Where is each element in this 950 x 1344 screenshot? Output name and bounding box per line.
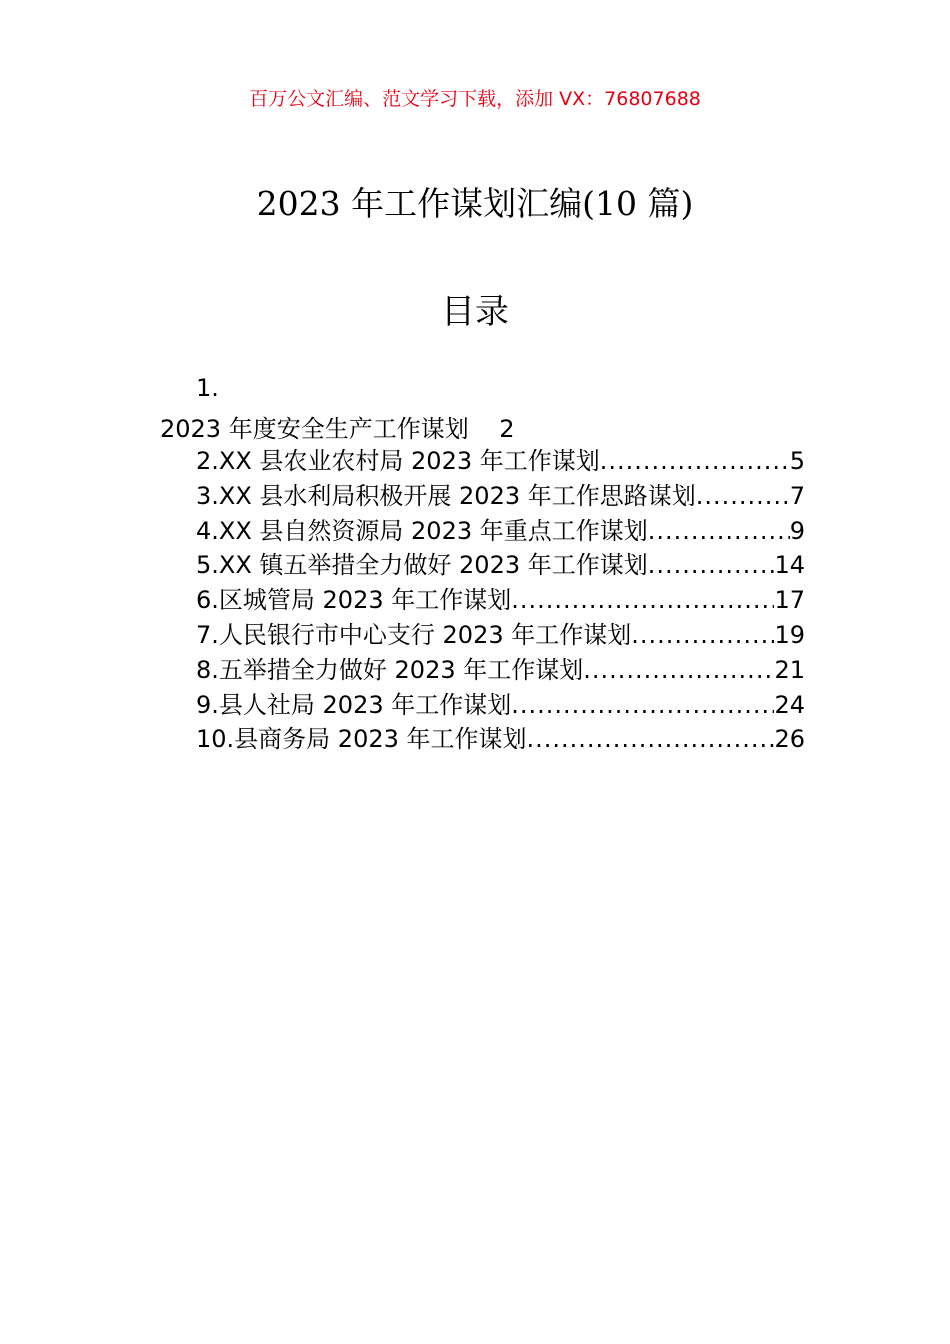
toc-item-text: 10.县商务局 2023 年工作谋划 bbox=[196, 725, 527, 754]
toc-item[interactable] bbox=[196, 479, 805, 514]
toc-list bbox=[196, 444, 805, 757]
toc-item[interactable] bbox=[196, 583, 805, 618]
toc-item-text: 3.XX 县水利局积极开展 2023 年工作思路谋划 bbox=[196, 481, 696, 510]
toc-item-1-page: 2 bbox=[499, 415, 515, 443]
toc-item[interactable] bbox=[196, 653, 805, 688]
toc-item-text: 8.五举措全力做好 2023 年工作谋划 bbox=[196, 655, 584, 684]
header-note: 百万公文汇编、范文学习下载，添加 VX：76807688 bbox=[249, 88, 701, 110]
toc-item-page: 5 bbox=[789, 447, 805, 475]
toc-dot-leader bbox=[648, 514, 790, 549]
toc-item-1[interactable] bbox=[160, 409, 515, 444]
toc-dot-leader bbox=[648, 548, 775, 583]
toc-item-text: 2.XX 县农业农村局 2023 年工作谋划 bbox=[196, 447, 600, 475]
toc-item-1-text: 2023 年度安全生产工作谋划 bbox=[160, 415, 469, 443]
toc-item-page: 7 bbox=[789, 481, 805, 510]
toc-item-page: 9 bbox=[789, 516, 805, 545]
toc-item[interactable] bbox=[196, 618, 805, 653]
toc-dot-leader bbox=[696, 479, 790, 514]
toc-item[interactable] bbox=[196, 548, 805, 583]
toc-item[interactable] bbox=[196, 444, 805, 479]
toc-item-page: 24 bbox=[774, 690, 805, 719]
toc-item-text: 7.人民银行市中心支行 2023 年工作谋划 bbox=[196, 620, 632, 649]
toc-item-page: 26 bbox=[774, 725, 805, 754]
toc-heading: 目录 bbox=[441, 292, 509, 332]
toc-item-page: 14 bbox=[774, 551, 805, 580]
toc-item-1-number: 1. bbox=[196, 374, 219, 402]
toc-item-text: 4.XX 县自然资源局 2023 年重点工作谋划 bbox=[196, 516, 648, 545]
toc-item[interactable] bbox=[196, 514, 805, 549]
document-title: 2023 年工作谋划汇编(10 篇) bbox=[256, 184, 694, 223]
toc-item-page: 19 bbox=[774, 620, 805, 649]
toc-item-text: 9.县人社局 2023 年工作谋划 bbox=[196, 690, 512, 719]
toc-item[interactable] bbox=[196, 688, 805, 723]
toc-item-text: 6.区城管局 2023 年工作谋划 bbox=[196, 586, 512, 615]
toc-dot-leader bbox=[631, 618, 774, 653]
toc-dot-leader bbox=[527, 722, 775, 757]
toc-dot-leader bbox=[511, 688, 774, 723]
toc-item-text: 5.XX 镇五举措全力做好 2023 年工作谋划 bbox=[196, 551, 648, 580]
toc-item-page: 21 bbox=[774, 655, 805, 684]
toc-item[interactable] bbox=[196, 722, 805, 757]
toc-item-page: 17 bbox=[774, 586, 805, 615]
toc-dot-leader bbox=[600, 444, 790, 479]
toc-dot-leader bbox=[583, 653, 774, 688]
toc-dot-leader bbox=[511, 583, 774, 618]
